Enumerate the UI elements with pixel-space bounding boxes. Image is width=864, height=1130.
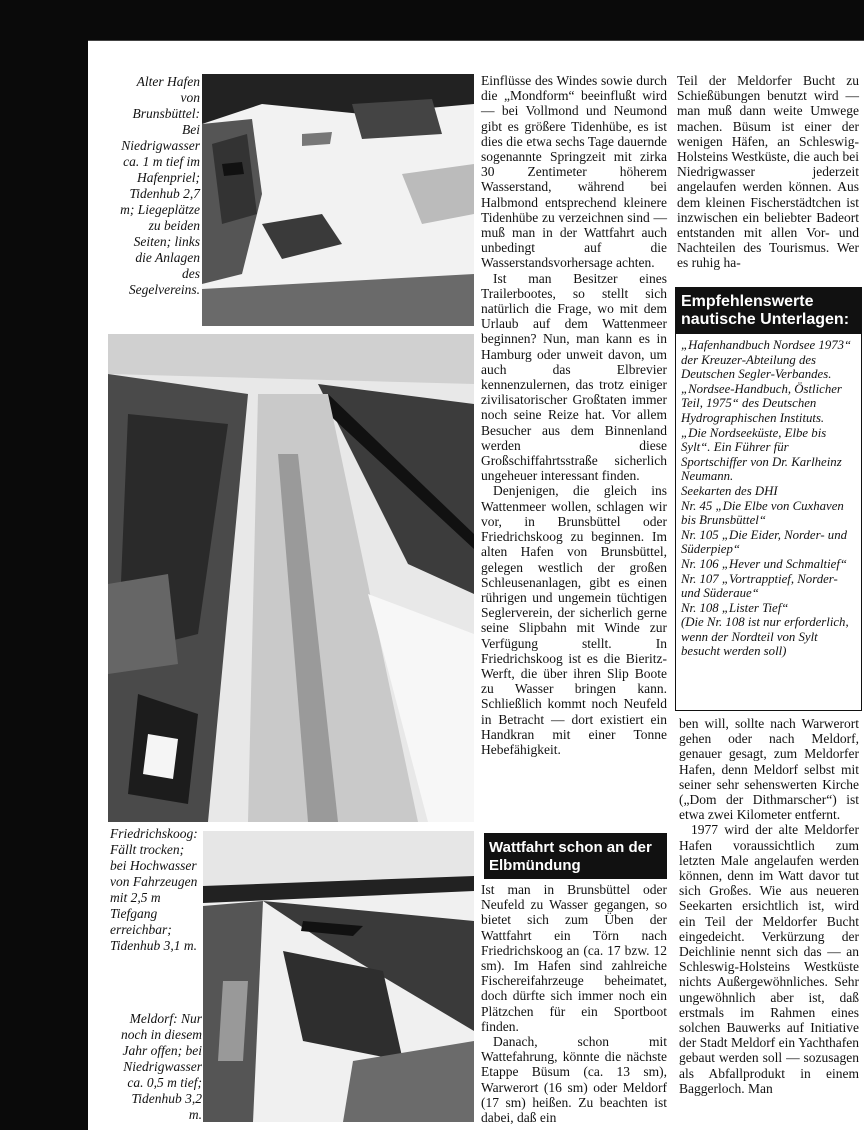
paragraph: Ist man in Brunsbüttel oder Neufeld zu Wasser gegangen, so bietet sich zum Üben der Wattfahrt ein Törn nach Friedrichskoog an (ca. 17 bzw. 12 sm). Im Hafen sind zahlreiche Fischereifahrzeuge beheimatet, doch dürfte sich immer noch ein Plätzchen für ein Sportboot finden.: [481, 882, 667, 1034]
paragraph: Danach, schon mit Wattefahrung, könnte die nächste Etappe Büsum (ca. 13 sm), Warwerort (16 sm) oder Meldorf (17 sm) heißen. Zu beachten ist dabei, daß ein: [481, 1034, 667, 1126]
list-item: Nr. 45 „Die Elbe von Cuxhaven bis Brunsbüttel“: [681, 498, 844, 528]
article-column-2-top: [481, 73, 667, 757]
list-item: Nr. 107 „Vortrapptief, Norder- und Süderaue“: [681, 571, 838, 601]
nautical-documents-title: Empfehlenswerte nautische Unterlagen:: [676, 288, 861, 334]
list-item: Nr. 108 „Lister Tief“: [681, 600, 789, 615]
article-column-3-bottom: [679, 716, 859, 1096]
nautical-documents-list: [676, 334, 861, 659]
caption-meldorf: Meldorf: Nur noch in diesem Jahr offen; bei Niedrigwasser ca. 0,5 m tief; Tidenhub 3,2 m.: [121, 1011, 202, 1122]
photo-friedrichskoog: [108, 334, 474, 822]
scan-left-border: [0, 0, 88, 1130]
nautical-documents-box: [675, 287, 862, 711]
paragraph: Ist man Besitzer eines Trailerbootes, so stellt sich natürlich die Frage, wo mit dem Urlaub auf dem Wattenmeer beginnen? Nun, man kann es in Hamburg oder unweit davon, um auch das Elbrevier kennenzulernen, das trotz einiger zivilisatorischer Großtaten immer noch seine Reize hat. Vor allem Besucher aus dem Binnenland werden diese Großschiffahrtsstraße sicherlich ungeheuer interessant finden.: [481, 270, 667, 484]
paragraph: ben will, sollte nach Warwerort gehen oder nach Meldorf, genauer gesagt, zum Meldorfer Hafen, denn Meldorf selbst mit seiner sehr sehenswerten Kirche („Dom der Dithmarscher“) ist etwa zwei Kilometer entfernt.: [679, 716, 859, 823]
list-item: Seekarten des DHI: [681, 483, 778, 498]
paragraph: Denjenigen, die gleich ins Wattenmeer wollen, schlagen wir vor, in Brunsbüttel oder Friedrichskoog zu beginnen. Im alten Hafen von Brunsbüttel, gelegen westlich der großen Schleusenanlagen, gibt es einen rührigen und ungemein tüchtigen Seglerverein, der sicherlich gerne seine Slipbahn mit Winde zur Verfügung stellt. In Friedrichskoog ist es die Bieritz-Werft, die über ihren Slip Boote zu Wasser bringen kann. Schließlich kommt noch Neufeld in Betracht — dort existiert ein Handkran mit einer Tonne Hebefähigkeit.: [481, 483, 667, 757]
caption-friedrichskoog: Friedrichskoog: Fällt trocken; bei Hochwasser von Fahrzeugen mit 2,5 m Tiefgang erreichbar; Tidenhub 3,1 m.: [110, 826, 198, 953]
page-top-rule: [88, 40, 864, 41]
list-item: (Die Nr. 108 ist nur erforderlich, wenn der Nordteil von Sylt besucht werden soll): [681, 615, 849, 659]
paragraph: 1977 wird der alte Meldorfer Hafen voraussichtlich zum letzten Male angelaufen werden können, denn im Watt davor tut sich Großes. Wie aus neueren Seekarten ersichtlich ist, wird ein Teil der Meldorfer Bucht eingedeicht. Verkürzung der Deichlinie nennt sich das — an Schleswig-Holsteins Westküste nichts Außergewöhnliches. Sehr ungewöhnlich aber ist, daß erstmals im Rahmen eines solchen Bauwerks auf Initiative der Stadt Meldorf ein Yachthafen gebaut werden soll — sozusagen als Abfallprodukt in einem Baggerloch. Man: [679, 822, 859, 1096]
scan-top-border: [0, 0, 864, 40]
paragraph: Einflüsse des Windes sowie durch die „Mondform“ beeinflußt wird — bei Vollmond und Neumond gibt es größere Tidenhübe, es ist dies die etwa sechs Tage dauernde sogenannte Springzeit mit zirka 30 Zentimeter höherem Wasserstand, während bei Halbmond entsprechend kleinere Tidenhübe zu verzeichnen sind — muß man in der Wattfahrt auch unbedingt auf die Wasserstandsvorhersage achten.: [481, 73, 667, 271]
paragraph: Teil der Meldorfer Bucht zu Schießübungen benutzt wird — man muß dann weite Umwege machen. Büsum ist einer der wenigen Häfen, an Schleswig-Holsteins Westküste, die auch bei Niedrigwasser jederzeit angelaufen werden können. Aus dem kleinen Fischerstädtchen ist inzwischen ein beliebter Badeort entstanden mit allen Vor- und Nachteilen des Tourismus. Wer es ruhig ha-: [677, 73, 859, 271]
article-column-2-bottom: [481, 882, 667, 1125]
photo-alter-hafen-brunsbuettel: [202, 74, 474, 326]
article-column-3-top: [677, 73, 859, 271]
list-item: „Die Nordseeküste, Elbe bis Sylt“. Ein Führer für Sportschiffer von Dr. Karlheinz Neumann.: [681, 425, 842, 484]
list-item: Nr. 105 „Die Eider, Norder- und Süderpiep“: [681, 527, 847, 557]
list-item: „Hafenhandbuch Nordsee 1973“ der Kreuzer-Abteilung des Deutschen Segler-Verbandes.: [681, 338, 852, 382]
photo-meldorf: [203, 831, 474, 1122]
caption-alter-hafen: Alter Hafen von Brunsbüttel: Bei Niedrigwasser ca. 1 m tief im Hafenpriel; Tidenhub 2,7 m; Liegeplätze zu beiden Seiten; links die Anlagen des Segelvereins.: [120, 74, 200, 297]
list-item: Nr. 106 „Hever und Schmaltief“: [681, 556, 847, 571]
list-item: „Nordsee-Handbuch, Östlicher Teil, 1975“ des Deutschen Hydrographischen Instituts.: [681, 381, 842, 425]
section-heading-wattfahrt: Wattfahrt schon an der Elbmündung: [484, 833, 667, 879]
